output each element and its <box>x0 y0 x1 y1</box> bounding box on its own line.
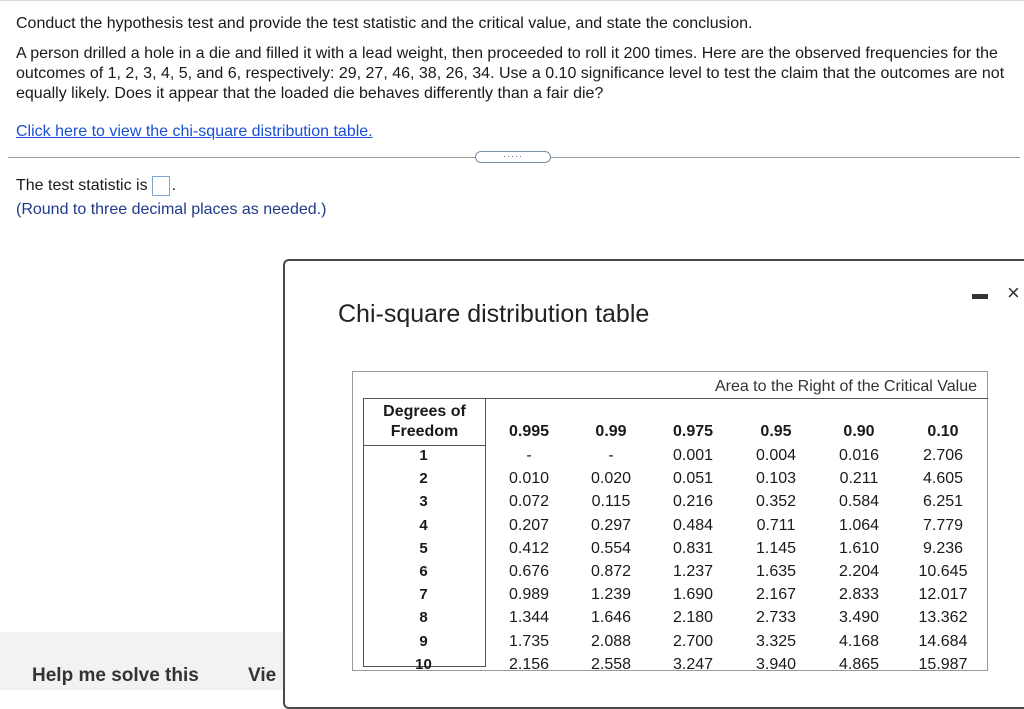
table-cell: 1.145 <box>755 540 797 557</box>
table-cell: 1.344 <box>508 609 550 626</box>
table-cell: 6.251 <box>922 493 964 510</box>
table-cell: 4.865 <box>838 656 880 673</box>
table-cell: 0.103 <box>755 470 797 487</box>
table-cell: 0.004 <box>755 447 797 464</box>
column-header: 0.90 <box>843 423 875 440</box>
table-cell: 1.646 <box>590 609 632 626</box>
table-cell: 0.554 <box>590 540 632 557</box>
dof-cell: 2 <box>419 470 428 487</box>
table-cell: - <box>526 447 532 464</box>
table-cell: - <box>608 447 614 464</box>
question-instruction: Conduct the hypothesis test and provide the test statistic and the critical value, and state the conclusion. <box>16 15 753 32</box>
table-cell: 1.735 <box>508 633 550 650</box>
table-cell: 0.989 <box>508 586 550 603</box>
table-cell: 0.072 <box>508 493 550 510</box>
top-divider <box>0 0 1024 1</box>
chi-square-table-popup <box>283 259 1024 709</box>
table-cell: 0.016 <box>838 447 880 464</box>
area-header: Area to the Right of the Critical Value <box>714 378 977 395</box>
expand-toggle-button[interactable]: ····· <box>475 151 551 163</box>
dof-cell: 3 <box>419 493 428 510</box>
help-me-solve-button[interactable]: Help me solve this <box>32 665 199 686</box>
rounding-note: (Round to three decimal places as needed.) <box>16 201 327 218</box>
column-header: 0.95 <box>760 423 792 440</box>
dof-header-rule <box>364 445 485 446</box>
table-cell: 1.237 <box>672 563 714 580</box>
table-cell: 0.676 <box>508 563 550 580</box>
table-cell: 0.352 <box>755 493 797 510</box>
table-cell: 9.236 <box>922 540 964 557</box>
table-cell: 1.064 <box>838 517 880 534</box>
question-body: A person drilled a hole in a die and filled it with a lead weight, then proceeded to roll it 200 times. Here are the observed frequencies for the outcomes of 1, 2, 3, 4, 5, and 6, respectively: 29, 27, 46, 38, 26, 34. Use a 0.10 significance level to test the claim that the outcomes are not equally likely. Does it appear that the loaded die behaves differently than a fair die? <box>16 45 1005 102</box>
table-cell: 0.412 <box>508 540 550 557</box>
table-cell: 1.690 <box>672 586 714 603</box>
table-cell: 2.088 <box>590 633 632 650</box>
table-cell: 7.779 <box>922 517 964 534</box>
table-cell: 0.020 <box>590 470 632 487</box>
dof-cell: 8 <box>419 609 428 626</box>
table-cell: 2.167 <box>755 586 797 603</box>
column-header: 0.10 <box>927 423 959 440</box>
dof-cell: 6 <box>419 563 428 580</box>
table-cell: 3.325 <box>755 633 797 650</box>
table-cell: 0.211 <box>839 470 879 487</box>
table-cell: 0.484 <box>672 517 714 534</box>
table-cell: 1.610 <box>838 540 880 557</box>
table-cell: 0.216 <box>672 493 714 510</box>
table-cell: 12.017 <box>918 586 968 603</box>
table-cell: 2.558 <box>590 656 632 673</box>
dof-cell: 10 <box>415 656 432 673</box>
chi-square-table <box>352 371 988 671</box>
table-cell: 2.833 <box>838 586 880 603</box>
table-cell: 2.733 <box>755 609 797 626</box>
table-cell: 10.645 <box>918 563 968 580</box>
table-cell: 0.584 <box>838 493 880 510</box>
table-cell: 2.204 <box>838 563 880 580</box>
table-cell: 2.700 <box>672 633 714 650</box>
view-example-button[interactable]: Vie <box>248 665 277 686</box>
table-cell: 0.297 <box>590 517 632 534</box>
answer-line <box>16 175 176 197</box>
table-cell: 4.605 <box>922 470 964 487</box>
dof-cell: 4 <box>419 517 428 534</box>
table-cell: 0.051 <box>672 470 714 487</box>
table-cell: 0.207 <box>508 517 550 534</box>
table-cell: 0.872 <box>590 563 632 580</box>
table-cell: 0.115 <box>591 493 631 510</box>
column-header: 0.99 <box>595 423 627 440</box>
answer-suffix: . <box>171 177 177 194</box>
header-rule <box>486 398 988 399</box>
minimize-icon[interactable] <box>972 294 988 299</box>
dof-header: Degrees of Freedom <box>383 403 466 440</box>
column-header: 0.975 <box>672 423 714 440</box>
popup-title: Chi-square distribution table <box>338 300 650 328</box>
table-cell: 2.156 <box>508 656 550 673</box>
table-cell: 3.247 <box>672 656 714 673</box>
table-cell: 2.706 <box>922 447 964 464</box>
close-icon[interactable]: × <box>1007 280 1020 305</box>
table-cell: 15.987 <box>918 656 968 673</box>
table-cell: 3.490 <box>838 609 880 626</box>
test-statistic-input[interactable] <box>152 176 170 196</box>
chi-square-table-link[interactable]: Click here to view the chi-square distribution table. <box>16 123 373 140</box>
table-cell: 3.940 <box>755 656 797 673</box>
column-header: 0.995 <box>508 423 550 440</box>
dof-cell: 9 <box>419 633 428 650</box>
table-cell: 1.239 <box>590 586 632 603</box>
dof-cell: 1 <box>419 447 428 464</box>
dof-cell: 7 <box>419 586 428 603</box>
table-cell: 14.684 <box>918 633 968 650</box>
answer-prefix: The test statistic is <box>16 177 148 194</box>
table-cell: 0.831 <box>672 540 714 557</box>
table-cell: 2.180 <box>672 609 714 626</box>
dof-cell: 5 <box>419 540 428 557</box>
table-cell: 1.635 <box>755 563 797 580</box>
table-cell: 0.711 <box>756 517 796 534</box>
table-cell: 13.362 <box>918 609 968 626</box>
table-cell: 0.010 <box>508 470 550 487</box>
table-cell: 4.168 <box>838 633 880 650</box>
table-cell: 0.001 <box>672 447 714 464</box>
